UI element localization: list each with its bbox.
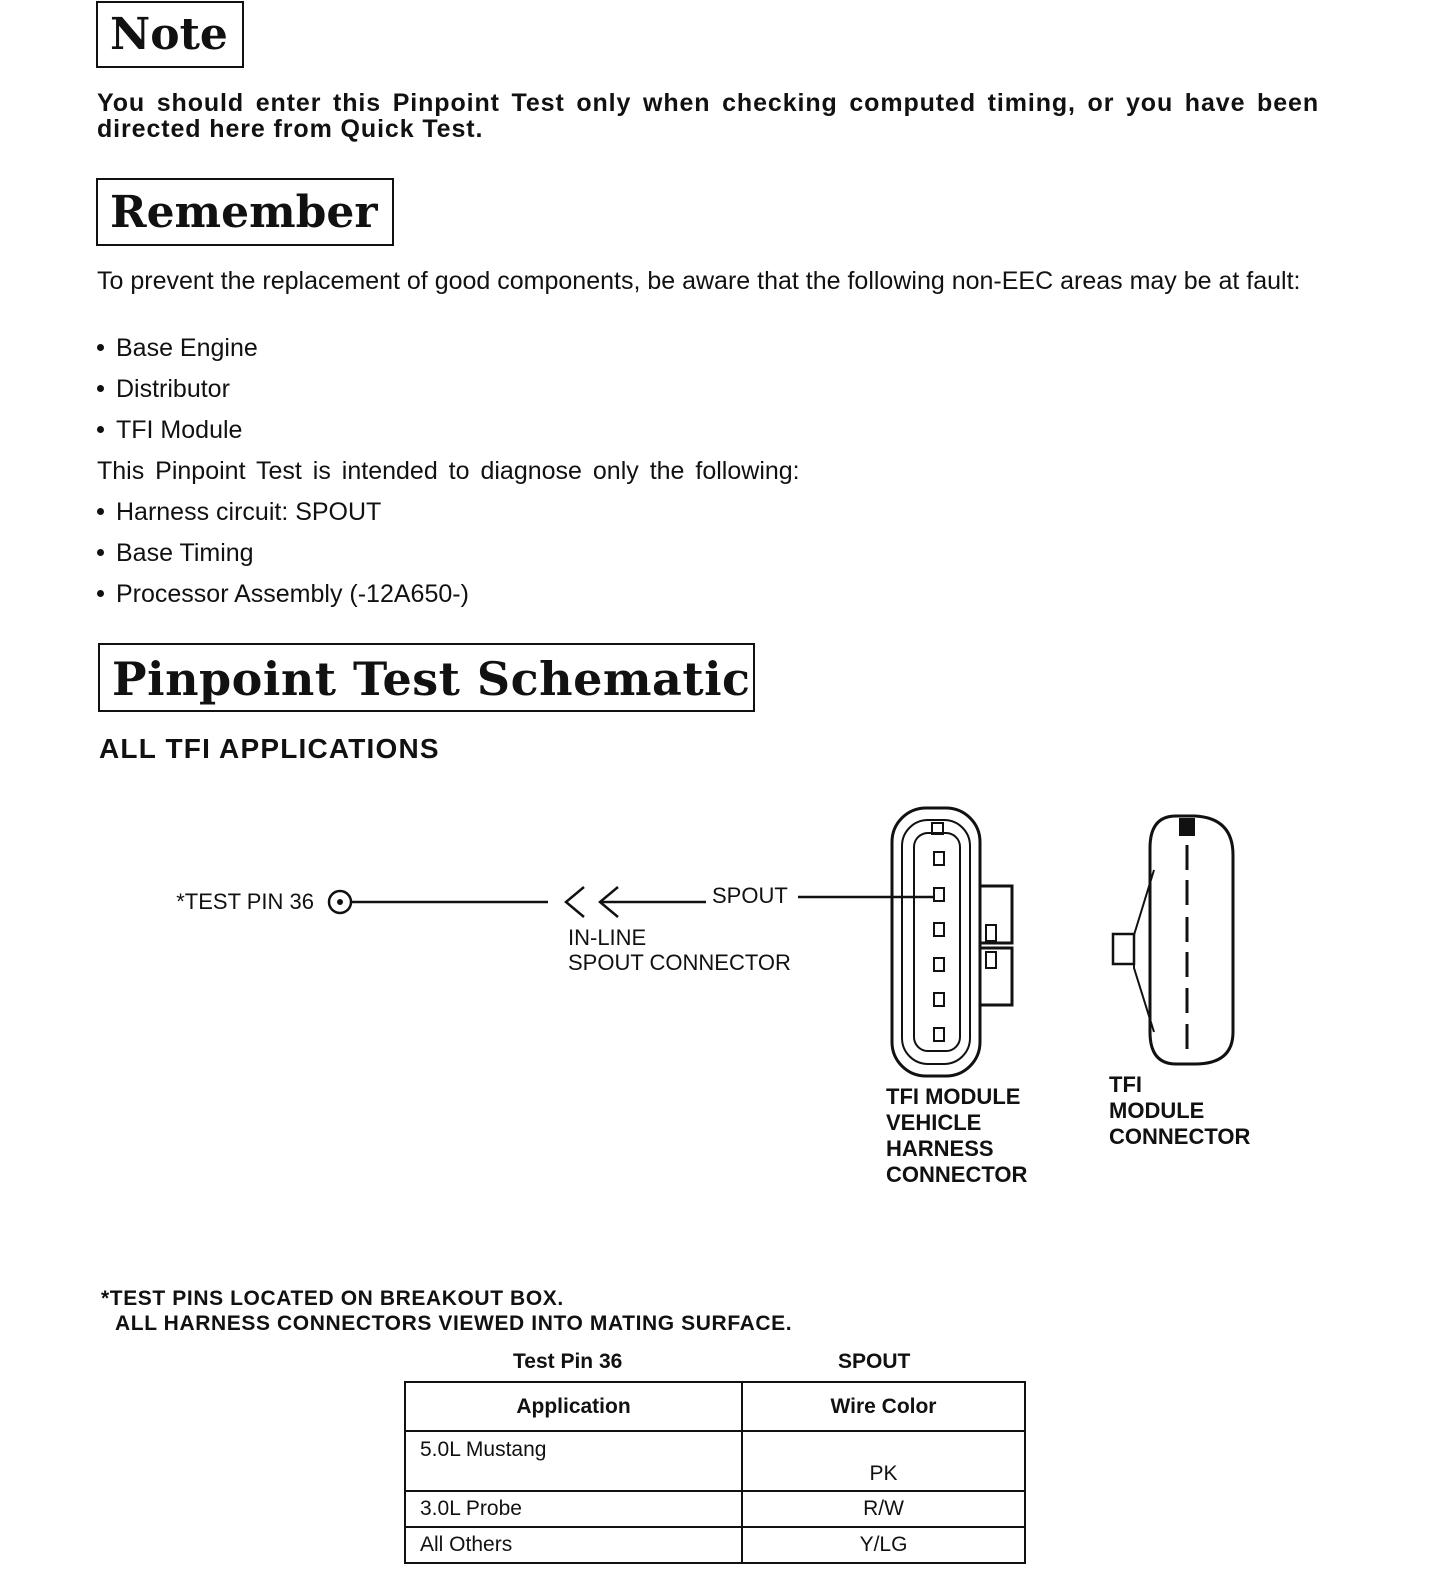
wire-color-cell: Y/LG — [742, 1527, 1025, 1563]
note-heading: Note — [96, 1, 244, 68]
wire-color-table — [404, 1381, 1026, 1564]
module-connector-label: CONNECTOR — [1109, 1124, 1251, 1149]
table-header-row — [405, 1382, 1025, 1431]
inline-connector-label: SPOUT CONNECTOR — [568, 950, 791, 975]
bullet-icon — [97, 549, 104, 556]
table-caption-circuit: SPOUT — [838, 1350, 911, 1373]
harness-connector-label: TFI MODULE — [886, 1084, 1021, 1109]
schematic-heading: Pinpoint Test Schematic — [98, 643, 755, 712]
wire-color-cell: R/W — [742, 1491, 1025, 1527]
harness-connector-label: VEHICLE — [886, 1110, 982, 1135]
list-item: Processor Assembly (-12A650-) — [97, 580, 469, 609]
test-pin-label: *TEST PIN 36 — [176, 889, 314, 914]
bullet-icon — [97, 344, 104, 351]
list-item: Base Timing — [97, 539, 254, 568]
bullet-icon — [97, 590, 104, 597]
pinpoint-schematic — [0, 780, 1456, 1200]
footnote: *TEST PINS LOCATED ON BREAKOUT BOX. — [101, 1287, 564, 1310]
spout-wire-label: SPOUT — [712, 883, 788, 908]
table-row — [405, 1491, 1025, 1527]
column-header-wire-color: Wire Color — [742, 1382, 1025, 1431]
list-item: Base Engine — [97, 334, 258, 363]
harness-connector-label: CONNECTOR — [886, 1162, 1028, 1187]
list-item: TFI Module — [97, 416, 242, 445]
table-row — [405, 1527, 1025, 1563]
module-connector-label: MODULE — [1109, 1098, 1205, 1123]
harness-connector-icon — [892, 808, 1012, 1076]
wire-color-cell: PK — [742, 1431, 1025, 1491]
module-connector-icon — [1113, 816, 1233, 1064]
list-item: Distributor — [97, 375, 230, 404]
application-cell: 3.0L Probe — [405, 1491, 742, 1527]
footnote: ALL HARNESS CONNECTORS VIEWED INTO MATING SURFACE. — [115, 1312, 793, 1335]
diagnose-intro: This Pinpoint Test is intended to diagnose only the following: — [97, 457, 800, 485]
schematic-subheading: ALL TFI APPLICATIONS — [99, 733, 440, 764]
application-cell: All Others — [405, 1527, 742, 1563]
table-caption-test-pin: Test Pin 36 — [513, 1350, 623, 1373]
note-text: You should enter this Pinpoint Test only when checking computed timing, or you have been directed here from Quick Test. — [97, 89, 1319, 143]
application-cell: 5.0L Mustang — [405, 1431, 742, 1491]
bullet-icon — [97, 385, 104, 392]
bullet-icon — [97, 426, 104, 433]
remember-heading: Remember — [96, 178, 394, 246]
table-row — [405, 1431, 1025, 1491]
column-header-application: Application — [405, 1382, 742, 1431]
module-connector-label: TFI — [1109, 1072, 1142, 1097]
remember-intro: To prevent the replacement of good components, be aware that the following non-EEC areas may be at fault: — [97, 267, 1301, 295]
list-item: Harness circuit: SPOUT — [97, 498, 381, 527]
bullet-icon — [97, 508, 104, 515]
inline-connector-label: IN-LINE — [568, 925, 647, 950]
harness-connector-label: HARNESS — [886, 1136, 994, 1161]
